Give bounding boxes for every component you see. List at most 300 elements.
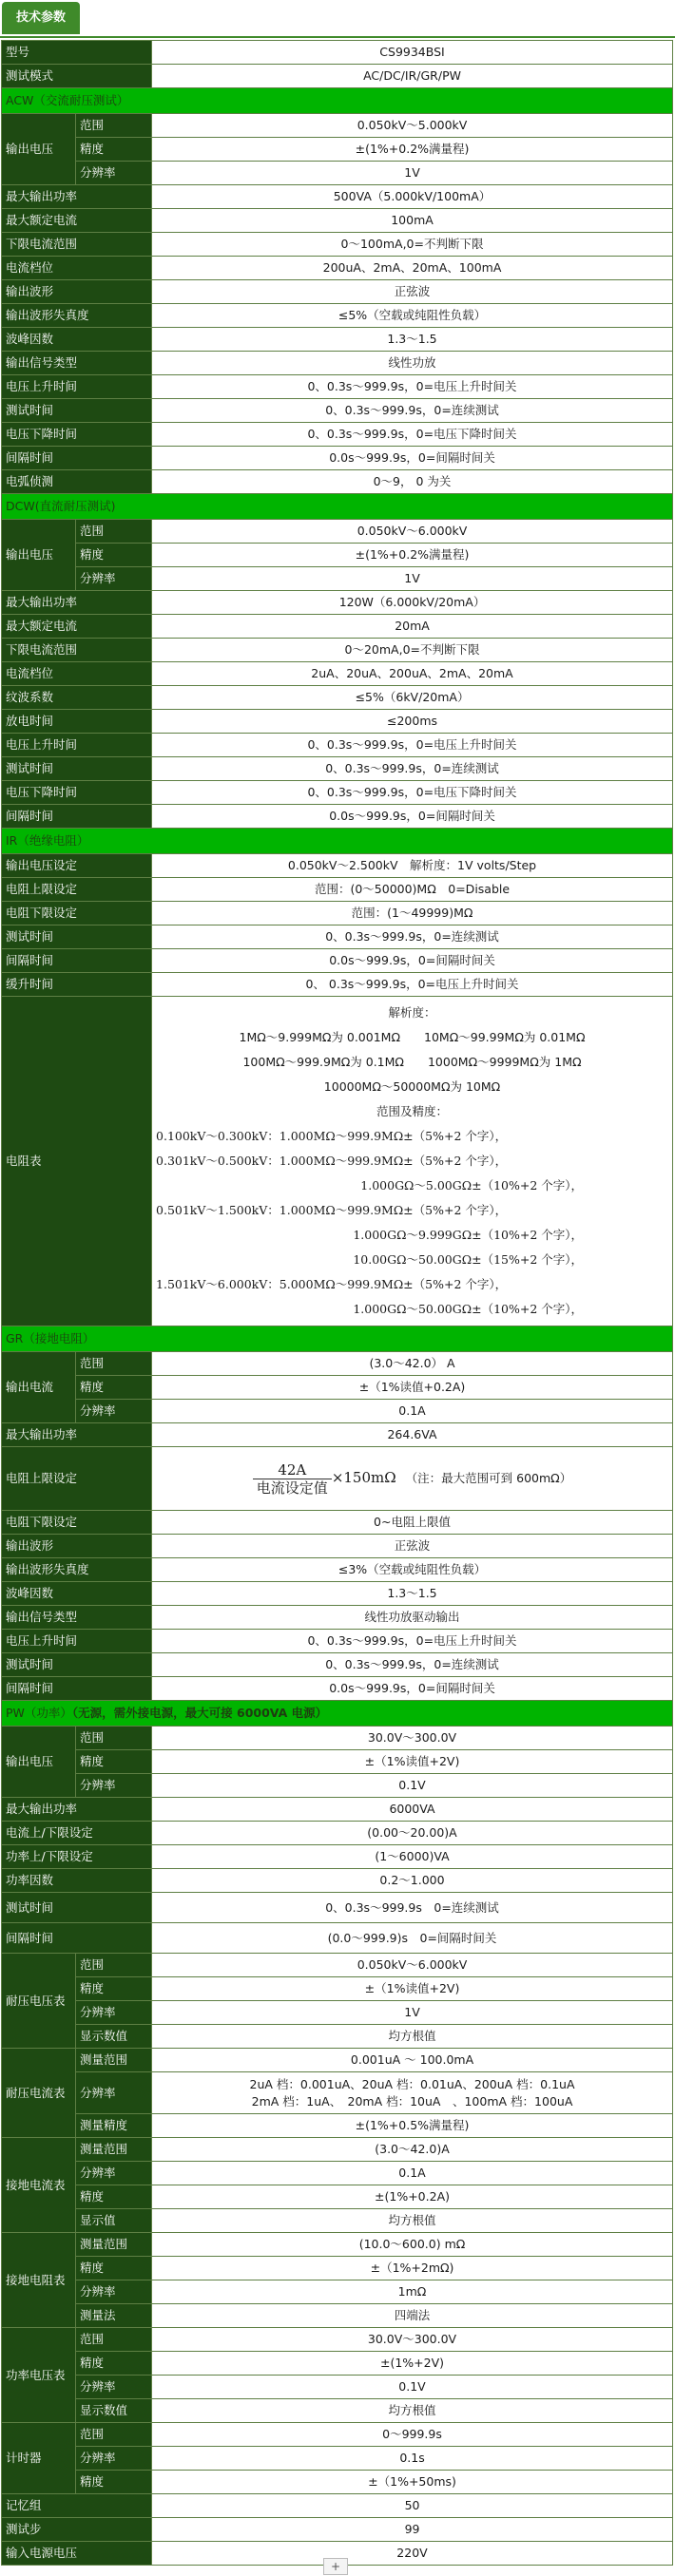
pw-gnd-curr-meter-sub-label: 显示值 (76, 2209, 152, 2233)
ir-row (2, 878, 673, 902)
pw-pwr-volt-meter-row (2, 2376, 673, 2399)
dcw-row (2, 734, 673, 757)
acw-row-label: 下限电流范围 (2, 233, 152, 257)
dcw-output-voltage-row (2, 520, 673, 544)
pw-pwr-volt-meter-sub-label: 分辨率 (76, 2376, 152, 2399)
gr-row-label: 输出信号类型 (2, 1606, 152, 1630)
pw-timer-sub-label: 范围 (76, 2423, 152, 2447)
pw-timer-sub-value: 0～999.9s (152, 2423, 673, 2447)
mode-row-value: AC/DC/IR/GR/PW (152, 65, 673, 88)
footer-row (2, 2494, 673, 2518)
pw-row-value: 0.2～1.000 (152, 1869, 673, 1893)
acw-row-label: 最大输出功率 (2, 185, 152, 209)
gr-row-value: 1.3～1.5 (152, 1582, 673, 1606)
pw-row (2, 1822, 673, 1845)
ir-row-label: 测试时间 (2, 925, 152, 949)
ir-row (2, 949, 673, 973)
dcw-row-value: 0、0.3s～999.9s，0=连续测试 (152, 757, 673, 781)
dcw-row (2, 805, 673, 829)
ir-row (2, 902, 673, 925)
gr-row (2, 1630, 673, 1653)
pw-volt-meter-row (2, 1954, 673, 1977)
pw-output-voltage-row (2, 1750, 673, 1774)
pw-pwr-volt-meter-sub-label: 范围 (76, 2328, 152, 2352)
pw-volt-meter-row (2, 2001, 673, 2025)
ir-section (2, 829, 673, 854)
dcw-row (2, 686, 673, 710)
gr-row-label: 间隔时间 (2, 1677, 152, 1701)
ir-row-label: 输出电压设定 (2, 854, 152, 878)
dcw-row-label: 电压下降时间 (2, 781, 152, 805)
acw-row (2, 399, 673, 423)
pw-gnd-res-meter-sub-label: 精度 (76, 2257, 152, 2280)
pw-volt-meter-sub-label: 显示数值 (76, 2025, 152, 2049)
pw-output-voltage-sub-label: 范围 (76, 1727, 152, 1750)
tab-underline (0, 36, 675, 38)
acw-row (2, 257, 673, 280)
formula-tail: ×150mΩ (331, 1468, 396, 1486)
ir-row-label: 缓升时间 (2, 973, 152, 997)
gr-output-current-sub-value: (3.0～42.0） A (152, 1352, 673, 1376)
footer-row-label: 测试步 (2, 2518, 152, 2542)
pw-pwr-volt-meter-row (2, 2352, 673, 2376)
acw-output-voltage-row (2, 138, 673, 162)
pw-curr-res-line: 2mA 档：1uA、 20mA 档：10uA 、100mA 档：100uA (251, 2093, 573, 2109)
dcw-output-voltage-sub-value: ±(1%+0.2%满量程) (152, 544, 673, 567)
pw-gnd-curr-meter-sub-value: 0.1A (152, 2162, 673, 2185)
pw-row-label: 测试时间 (2, 1893, 152, 1923)
ir-row-value: 范围：(1～49999)MΩ (152, 902, 673, 925)
pw-curr-range-value: 0.001uA ～ 100.0mA (152, 2049, 673, 2072)
gr-upper-value (152, 1447, 673, 1511)
acw-row-value: 100mA (152, 209, 673, 233)
gr-upper-formula (253, 1461, 332, 1497)
acw-row (2, 185, 673, 209)
gr-row-value: 0、0.3s～999.9s，0=电压上升时间关 (152, 1630, 673, 1653)
gr-output-current-label: 输出电流 (2, 1352, 76, 1423)
gr-row-label: 电阻下限设定 (2, 1511, 152, 1535)
pw-output-voltage-sub-value: 0.1V (152, 1774, 673, 1798)
gr-output-current-sub-label: 分辨率 (76, 1400, 152, 1423)
acw-output-voltage-row (2, 114, 673, 138)
ir-row-value: 0.0s～999.9s，0=间隔时间关 (152, 949, 673, 973)
pw-gnd-curr-meter-row (2, 2209, 673, 2233)
dcw-row-label: 测试时间 (2, 757, 152, 781)
pw-pwr-volt-meter-sub-label: 精度 (76, 2352, 152, 2376)
dcw-output-voltage-sub-value: 0.050kV～6.000kV (152, 520, 673, 544)
formula-note: （注：最大范围可到 600mΩ） (405, 1470, 572, 1485)
ir-row-value: 0.050kV～2.500kV 解析度：1V volts/Step (152, 854, 673, 878)
acw-row-label: 电压上升时间 (2, 375, 152, 399)
gr-row (2, 1535, 673, 1558)
formula-denominator: 电流设定值 (256, 1479, 328, 1497)
pw-volt-meter-sub-label: 分辨率 (76, 2001, 152, 2025)
dcw-output-voltage-label: 输出电压 (2, 520, 76, 591)
acw-row (2, 233, 673, 257)
dcw-row-label: 最大额定电流 (2, 615, 152, 639)
dcw-section (2, 494, 673, 520)
acw-section-title (2, 88, 673, 114)
gr-row-value: 0~电阻上限值 (152, 1511, 673, 1535)
acw-row-label: 输出信号类型 (2, 352, 152, 375)
dcw-row-label: 间隔时间 (2, 805, 152, 829)
pw-volt-meter-sub-label: 精度 (76, 1977, 152, 2001)
pw-volt-meter-sub-label: 范围 (76, 1954, 152, 1977)
dcw-row-label: 纹波系数 (2, 686, 152, 710)
acw-output-voltage-sub-value: 0.050kV～5.000kV (152, 114, 673, 138)
dcw-section-title-text: DCW(直流耐压测试) (6, 499, 116, 513)
dcw-row-value: 2uA、20uA、200uA、2mA、20mA (152, 662, 673, 686)
pw-gnd-res-meter-sub-label: 测量法 (76, 2304, 152, 2328)
pw-timer-label: 计时器 (2, 2423, 76, 2494)
acw-row (2, 209, 673, 233)
dcw-row (2, 591, 673, 615)
gr-row-label: 测试时间 (2, 1653, 152, 1677)
acw-row-label: 输出波形 (2, 280, 152, 304)
dcw-output-voltage-sub-label: 分辨率 (76, 567, 152, 591)
pw-timer-sub-label: 精度 (76, 2471, 152, 2494)
pw-row-label: 电流上/下限设定 (2, 1822, 152, 1845)
acw-row (2, 447, 673, 470)
pw-gnd-curr-meter-sub-label: 分辨率 (76, 2162, 152, 2185)
pw-volt-meter-label: 耐压电压表 (2, 1954, 76, 2049)
ir-row (2, 973, 673, 997)
mode-row (2, 65, 673, 88)
pw-row-label: 间隔时间 (2, 1923, 152, 1954)
gr-row-value: 正弦波 (152, 1535, 673, 1558)
acw-row-value: ≤5%（空载或纯阻性负载） (152, 304, 673, 328)
acw-row-label: 波峰因数 (2, 328, 152, 352)
model-row-value: CS9934BSI (152, 41, 673, 65)
pw-gnd-res-meter-row (2, 2233, 673, 2257)
gr-row-value: 0、0.3s～999.9s，0=连续测试 (152, 1653, 673, 1677)
acw-section-title-text: ACW（交流耐压测试） (6, 93, 129, 107)
acw-output-voltage-sub-value: ±(1%+0.2%满量程) (152, 138, 673, 162)
pw-curr-meter-label: 耐压电流表 (2, 2049, 76, 2138)
pw-curr-res-value (152, 2072, 673, 2114)
dcw-row-label: 放电时间 (2, 710, 152, 734)
acw-row (2, 304, 673, 328)
ir-meter-line: 10.00GΩ～50.00GΩ±（15%+2 个字）， (353, 1252, 584, 1267)
footer-row-value: 50 (152, 2494, 673, 2518)
pw-timer-sub-value: 0.1s (152, 2447, 673, 2471)
gr-row-label: 波峰因数 (2, 1582, 152, 1606)
acw-output-voltage-sub-label: 精度 (76, 138, 152, 162)
pw-row-value: 6000VA (152, 1798, 673, 1822)
dcw-output-voltage-row (2, 544, 673, 567)
pw-pwr-volt-meter-sub-value: 均方根值 (152, 2399, 673, 2423)
footer-row (2, 2518, 673, 2542)
dcw-row (2, 615, 673, 639)
pw-gnd-res-meter-row (2, 2280, 673, 2304)
acw-row-label: 最大额定电流 (2, 209, 152, 233)
acw-row-label: 输出波形失真度 (2, 304, 152, 328)
acw-row-value: 0、0.3s～999.9s，0=电压下降时间关 (152, 423, 673, 447)
pw-row (2, 1869, 673, 1893)
gr-section-title-text: GR（接地电阻） (6, 1331, 95, 1345)
pw-curr-acc-value: ±(1%+0.5%满量程) (152, 2114, 673, 2138)
pw-curr-meter-row (2, 2072, 673, 2114)
pw-row-value: (1～6000)VA (152, 1845, 673, 1869)
dcw-row-value: 120W（6.000kV/20mA） (152, 591, 673, 615)
pw-gnd-curr-meter-sub-value: 均方根值 (152, 2209, 673, 2233)
pw-row-value: (0.0～999.9)s 0=间隔时间关 (152, 1923, 673, 1954)
pw-curr-res-line: 2uA 档：0.001uA、20uA 档：0.01uA、200uA 档：0.1uA (249, 2076, 575, 2091)
ir-meter-line: 解析度： (388, 1005, 436, 1020)
acw-output-voltage-sub-label: 范围 (76, 114, 152, 138)
acw-row-value: 0～100mA,0=不判断下限 (152, 233, 673, 257)
acw-row (2, 375, 673, 399)
ir-meter-line: 0.501kV～1.500kV：1.000MΩ～999.9MΩ±（5%+2 个字）， (156, 1203, 508, 1217)
acw-row-value: 正弦波 (152, 280, 673, 304)
ir-row-value: 0、0.3s～999.9s，0=连续测试 (152, 925, 673, 949)
dcw-row-value: 0、0.3s～999.9s，0=电压下降时间关 (152, 781, 673, 805)
pw-gnd-res-meter-sub-value: (10.0～600.0) mΩ (152, 2233, 673, 2257)
dcw-output-voltage-row (2, 567, 673, 591)
gr-output-current-row (2, 1400, 673, 1423)
acw-row-value: 线性功放 (152, 352, 673, 375)
pw-volt-meter-row (2, 1977, 673, 2001)
pw-output-voltage-row (2, 1727, 673, 1750)
gr-max-power-row (2, 1423, 673, 1447)
dcw-row-value: 0.0s～999.9s，0=间隔时间关 (152, 805, 673, 829)
pw-pwr-volt-meter-label: 功率电压表 (2, 2328, 76, 2423)
pw-output-voltage-sub-label: 精度 (76, 1750, 152, 1774)
gr-row (2, 1582, 673, 1606)
pw-volt-meter-sub-value: 均方根值 (152, 2025, 673, 2049)
pw-gnd-res-meter-sub-value: 1mΩ (152, 2280, 673, 2304)
dcw-row-value: ≤200ms (152, 710, 673, 734)
ir-row-value: 0、 0.3s～999.9s，0=电压上升时间关 (152, 973, 673, 997)
acw-row (2, 470, 673, 494)
dcw-section-title (2, 494, 673, 520)
gr-row (2, 1606, 673, 1630)
pw-gnd-res-meter-sub-value: ±（1%+2mΩ) (152, 2257, 673, 2280)
spec-table (1, 40, 673, 2566)
ir-meter-line: 1.000GΩ～5.00GΩ±（10%+2 个字）， (360, 1178, 584, 1193)
pw-row (2, 1798, 673, 1822)
gr-output-current-sub-label: 精度 (76, 1376, 152, 1400)
pw-row (2, 1845, 673, 1869)
tab-tech-params[interactable]: 技术参数 (2, 2, 80, 34)
pw-pwr-volt-meter-sub-value: 0.1V (152, 2376, 673, 2399)
acw-row-value: 0、0.3s～999.9s，0=连续测试 (152, 399, 673, 423)
pw-section (2, 1701, 673, 1727)
pw-gnd-curr-meter-sub-label: 测量范围 (76, 2138, 152, 2162)
acw-row-value: 0、0.3s～999.9s，0=电压上升时间关 (152, 375, 673, 399)
pw-pwr-volt-meter-sub-label: 显示数值 (76, 2399, 152, 2423)
pw-curr-meter-row (2, 2049, 673, 2072)
dcw-row-value: ≤5%（6kV/20mA） (152, 686, 673, 710)
pw-row-label: 功率因数 (2, 1869, 152, 1893)
pw-row-value: 0、0.3s～999.9s 0=连续测试 (152, 1893, 673, 1923)
gr-upper-row (2, 1447, 673, 1511)
pw-gnd-curr-meter-sub-label: 精度 (76, 2185, 152, 2209)
pw-pwr-volt-meter-sub-value: ±(1%+2V) (152, 2352, 673, 2376)
pw-output-voltage-sub-label: 分辨率 (76, 1774, 152, 1798)
ir-meter-line: 1.000GΩ～9.999GΩ±（10%+2 个字）， (353, 1228, 584, 1242)
pw-row-label: 功率上/下限设定 (2, 1845, 152, 1869)
acw-row (2, 328, 673, 352)
gr-row (2, 1558, 673, 1582)
pw-section-title (2, 1701, 673, 1727)
gr-output-current-sub-value: 0.1A (152, 1400, 673, 1423)
ir-meter-value (152, 997, 673, 1326)
ir-meter-line: 0.301kV～0.500kV：1.000MΩ～999.9MΩ±（5%+2 个字）， (156, 1154, 508, 1168)
dcw-row (2, 757, 673, 781)
ir-meter-line: 10000MΩ～50000MΩ为 10MΩ (323, 1079, 501, 1094)
acw-row-value: 500VA（5.000kV/100mA） (152, 185, 673, 209)
pw-output-voltage-sub-value: 30.0V～300.0V (152, 1727, 673, 1750)
dcw-row-value: 0、0.3s～999.9s，0=电压上升时间关 (152, 734, 673, 757)
gr-row-label: 电压上升时间 (2, 1630, 152, 1653)
pw-output-voltage-row (2, 1774, 673, 1798)
dcw-row (2, 781, 673, 805)
pw-row-value: (0.00～20.00)A (152, 1822, 673, 1845)
gr-row-value: 线性功放驱动输出 (152, 1606, 673, 1630)
pw-gnd-curr-meter-row (2, 2162, 673, 2185)
pw-gnd-res-meter-row (2, 2304, 673, 2328)
pw-output-voltage-label: 输出电压 (2, 1727, 76, 1798)
ir-meter-row (2, 997, 673, 1326)
pw-timer-sub-label: 分辨率 (76, 2447, 152, 2471)
pw-curr-acc-label: 测量精度 (76, 2114, 152, 2138)
ir-row-label: 电阻下限设定 (2, 902, 152, 925)
gr-section-title (2, 1326, 673, 1352)
dcw-row-value: 0～20mA,0=不判断下限 (152, 639, 673, 662)
acw-row-value: 200uA、2mA、20mA、100mA (152, 257, 673, 280)
ir-meter-label: 电阻表 (2, 997, 152, 1326)
ir-meter-line: 100MΩ～999.9MΩ为 0.1MΩ 1000MΩ～9999MΩ为 1MΩ (242, 1055, 582, 1069)
dcw-row-value: 20mA (152, 615, 673, 639)
pw-gnd-res-meter-sub-label: 测量范围 (76, 2233, 152, 2257)
dcw-output-voltage-sub-label: 精度 (76, 544, 152, 567)
ir-meter-line: 1.501kV～6.000kV：5.000MΩ～999.9MΩ±（5%+2 个字）， (156, 1277, 508, 1291)
pw-timer-row (2, 2471, 673, 2494)
pw-gnd-curr-meter-row (2, 2138, 673, 2162)
gr-row-value: ≤3%（空载或纯阻性负载） (152, 1558, 673, 1582)
pw-gnd-res-meter-row (2, 2257, 673, 2280)
ir-section-title (2, 829, 673, 854)
footer-row-value: 99 (152, 2518, 673, 2542)
acw-section (2, 88, 673, 114)
ir-row-label: 电阻上限设定 (2, 878, 152, 902)
pw-pwr-volt-meter-row (2, 2328, 673, 2352)
ir-meter-line: 0.100kV～0.300kV：1.000MΩ～999.9MΩ±（5%+2 个字）， (156, 1129, 508, 1143)
acw-output-voltage-sub-value: 1V (152, 162, 673, 185)
gr-max-power-row-label: 最大输出功率 (2, 1423, 152, 1447)
gr-row (2, 1511, 673, 1535)
dcw-row-label: 下限电流范围 (2, 639, 152, 662)
ir-row-value: 范围：(0～50000)MΩ 0=Disable (152, 878, 673, 902)
ir-meter-line: 1MΩ～9.999MΩ为 0.001MΩ 10MΩ～99.99MΩ为 0.01MΩ (239, 1030, 586, 1044)
pw-volt-meter-row (2, 2025, 673, 2049)
ir-meter-line: 范围及精度： (376, 1104, 449, 1118)
dcw-row-label: 最大输出功率 (2, 591, 152, 615)
pw-volt-meter-sub-value: 1V (152, 2001, 673, 2025)
gr-output-current-sub-label: 范围 (76, 1352, 152, 1376)
gr-section (2, 1326, 673, 1352)
gr-output-current-row (2, 1352, 673, 1376)
gr-max-power-row-value: 264.6VA (152, 1423, 673, 1447)
model-row (2, 41, 673, 65)
gr-row-label: 输出波形 (2, 1535, 152, 1558)
dcw-row (2, 639, 673, 662)
gr-row (2, 1653, 673, 1677)
pw-volt-meter-sub-value: ±（1%读值+2V) (152, 1977, 673, 2001)
pw-pwr-volt-meter-sub-value: 30.0V～300.0V (152, 2328, 673, 2352)
pw-gnd-res-meter-label: 接地电阻表 (2, 2233, 76, 2328)
dcw-row (2, 710, 673, 734)
acw-row-value: 1.3～1.5 (152, 328, 673, 352)
dcw-row (2, 662, 673, 686)
pw-row (2, 1893, 673, 1923)
mode-row-label: 测试模式 (2, 65, 152, 88)
formula-numerator: 42A (253, 1461, 332, 1479)
pw-gnd-curr-meter-sub-value: ±(1%+0.2A) (152, 2185, 673, 2209)
pw-gnd-curr-meter-row (2, 2185, 673, 2209)
dcw-row-label: 电流档位 (2, 662, 152, 686)
pw-volt-meter-sub-value: 0.050kV～6.000kV (152, 1954, 673, 1977)
ir-meter-line: 1.000GΩ～50.00GΩ±（10%+2 个字）， (353, 1302, 584, 1316)
pw-curr-res-label: 分辨率 (76, 2072, 152, 2114)
gr-row (2, 1677, 673, 1701)
pw-gnd-curr-meter-sub-value: (3.0～42.0)A (152, 2138, 673, 2162)
add-button[interactable]: + (323, 2558, 348, 2575)
acw-row-label: 电压下降时间 (2, 423, 152, 447)
footer-row-label: 输入电源电压 (2, 2542, 152, 2566)
pw-curr-meter-row (2, 2114, 673, 2138)
model-row-label: 型号 (2, 41, 152, 65)
acw-row (2, 352, 673, 375)
pw-timer-row (2, 2447, 673, 2471)
gr-output-current-row (2, 1376, 673, 1400)
dcw-output-voltage-sub-label: 范围 (76, 520, 152, 544)
acw-row (2, 280, 673, 304)
acw-output-voltage-sub-label: 分辨率 (76, 162, 152, 185)
ir-section-title-text: IR（绝缘电阻） (6, 833, 89, 848)
ir-row (2, 854, 673, 878)
acw-row-label: 间隔时间 (2, 447, 152, 470)
pw-gnd-res-meter-sub-value: 四端法 (152, 2304, 673, 2328)
pw-pwr-volt-meter-row (2, 2399, 673, 2423)
pw-timer-sub-value: ±（1%+50ms) (152, 2471, 673, 2494)
pw-section-title-text: PW（功率） (6, 1706, 72, 1720)
gr-row-label: 输出波形失真度 (2, 1558, 152, 1582)
pw-gnd-curr-meter-label: 接地电流表 (2, 2138, 76, 2233)
dcw-output-voltage-sub-value: 1V (152, 567, 673, 591)
acw-row-value: 0.0s～999.9s，0=间隔时间关 (152, 447, 673, 470)
pw-curr-range-label: 测量范围 (76, 2049, 152, 2072)
acw-row-label: 测试时间 (2, 399, 152, 423)
footer-row-value: 220V (152, 2542, 673, 2566)
acw-output-voltage-row (2, 162, 673, 185)
pw-row (2, 1923, 673, 1954)
gr-row-value: 0.0s～999.9s，0=间隔时间关 (152, 1677, 673, 1701)
acw-row-label: 电流档位 (2, 257, 152, 280)
ir-row-label: 间隔时间 (2, 949, 152, 973)
acw-row-label: 电弧侦测 (2, 470, 152, 494)
acw-row (2, 423, 673, 447)
gr-upper-label: 电阻上限设定 (2, 1447, 152, 1511)
ir-row (2, 925, 673, 949)
pw-row-label: 最大输出功率 (2, 1798, 152, 1822)
footer-row-label: 记忆组 (2, 2494, 152, 2518)
acw-output-voltage-label: 输出电压 (2, 114, 76, 185)
dcw-row-label: 电压上升时间 (2, 734, 152, 757)
pw-gnd-res-meter-sub-label: 分辨率 (76, 2280, 152, 2304)
pw-timer-row (2, 2423, 673, 2447)
